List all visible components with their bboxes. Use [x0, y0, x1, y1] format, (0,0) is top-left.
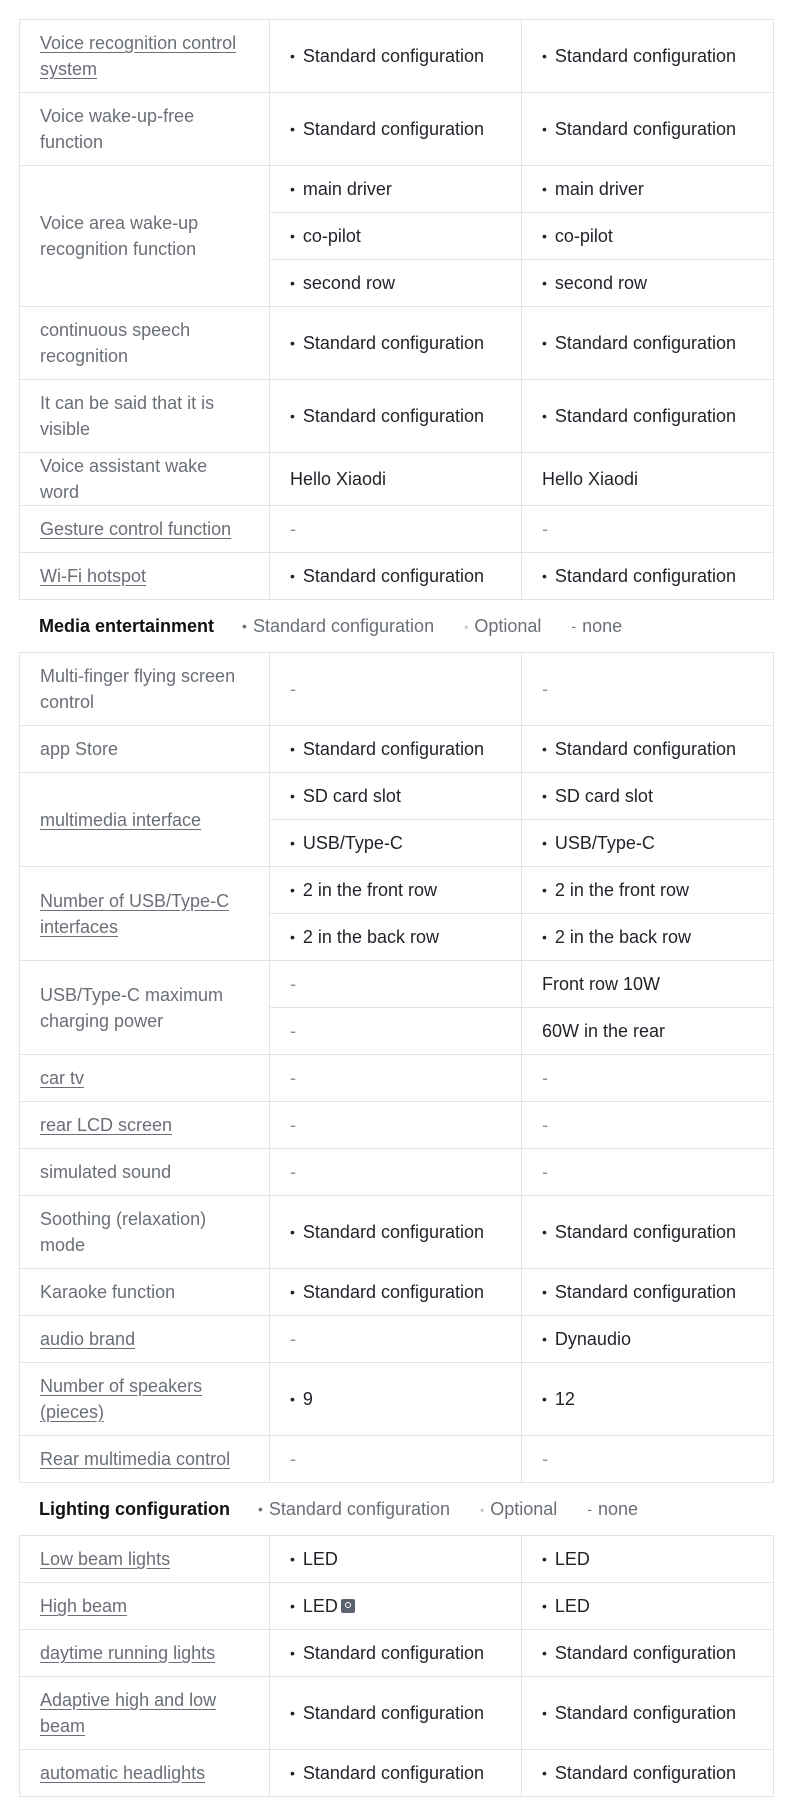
spec-value: Hello Xiaodi [542, 468, 639, 489]
legend-symbol: • [257, 1500, 263, 1517]
value-cell [270, 20, 522, 93]
spec-value: • Standard configuration [542, 1282, 736, 1302]
spec-value: Hello Xiaodi [290, 468, 387, 489]
spec-link[interactable]: Voice recognition control system [40, 33, 237, 79]
spec-value: • Standard configuration [290, 1282, 484, 1302]
row-label-voice-area-wake-up-recognition-function [20, 166, 270, 307]
row-label-adaptive-high-and-low-beam[interactable] [20, 1677, 270, 1750]
value-cell [270, 1102, 522, 1149]
spec-label: Karaoke function [40, 1282, 176, 1302]
spec-value: • LED [290, 1596, 338, 1616]
row-label-number-of-speakers-pieces[interactable] [20, 1363, 270, 1436]
legend-symbol: ◦ [480, 1502, 485, 1517]
spec-value: • 2 in the front row [290, 880, 437, 900]
value-cell [270, 1677, 522, 1750]
spec-link[interactable]: automatic headlights [40, 1763, 206, 1783]
value-cell [522, 1436, 774, 1483]
spec-link[interactable]: Wi-Fi hotspot [40, 566, 147, 586]
value-cell [522, 773, 774, 820]
value-cell [270, 867, 522, 914]
lighting-spec-table [19, 1535, 774, 1797]
spec-value: • SD card slot [542, 786, 653, 806]
spec-value: • Standard configuration [542, 1703, 736, 1723]
none-value: - [290, 678, 296, 699]
value-cell [270, 380, 522, 453]
spec-link[interactable]: High beam [40, 1596, 128, 1616]
spec-value: • Standard configuration [542, 406, 736, 426]
spec-value: • second row [290, 273, 395, 293]
table-row [20, 1436, 774, 1483]
spec-value: • SD card slot [290, 786, 401, 806]
value-cell [522, 1583, 774, 1630]
none-value: - [290, 1448, 296, 1469]
legend-symbol: • [242, 617, 247, 634]
none-value: - [290, 973, 296, 994]
row-label-car-tv[interactable] [20, 1055, 270, 1102]
spec-value: • Standard configuration [290, 46, 484, 66]
legend-text: Optional [474, 615, 542, 636]
media-section-header [19, 600, 773, 652]
spec-value: • 12 [542, 1389, 575, 1409]
row-label-number-of-usb-type-c-interfaces[interactable] [20, 867, 270, 961]
value-cell [270, 213, 522, 260]
value-cell [270, 914, 522, 961]
row-label-low-beam-lights[interactable] [20, 1536, 270, 1583]
value-cell [522, 1677, 774, 1750]
table-row [20, 867, 774, 914]
spec-link[interactable]: Number of USB/Type-C interfaces [40, 890, 230, 937]
table-row [20, 1583, 774, 1630]
value-cell [270, 1436, 522, 1483]
spec-value: • 9 [290, 1389, 313, 1409]
spec-value: • Dynaudio [542, 1329, 631, 1349]
table-row [20, 773, 774, 820]
value-cell [522, 914, 774, 961]
value-cell [270, 1055, 522, 1102]
spec-value: • Standard configuration [542, 119, 736, 139]
spec-label: Voice area wake-up recognition function [40, 213, 199, 259]
spec-value: • co-pilot [542, 226, 613, 246]
row-label-multimedia-interface[interactable] [20, 773, 270, 867]
legend-item [464, 616, 541, 637]
row-label-voice-wake-up-free-function [20, 93, 270, 166]
value-cell [522, 820, 774, 867]
spec-label: It can be said that it is visible [40, 393, 215, 439]
spec-value: • Standard configuration [290, 1222, 484, 1242]
spec-link[interactable]: Low beam lights [40, 1549, 171, 1569]
value-cell [270, 260, 522, 307]
table-row [20, 726, 774, 773]
table-row [20, 1630, 774, 1677]
value-cell [270, 1536, 522, 1583]
value-cell [522, 867, 774, 914]
row-label-gesture-control-function[interactable] [20, 506, 270, 553]
none-value: - [290, 1161, 296, 1182]
none-value: - [542, 678, 548, 699]
none-value: - [290, 1328, 296, 1349]
table-row [20, 380, 774, 453]
value-cell [522, 553, 774, 600]
row-label-voice-recognition-control-system[interactable] [20, 20, 270, 93]
spec-value: • Standard configuration [542, 1643, 736, 1663]
spec-value: • Standard configuration [290, 406, 484, 426]
legend-text: none [597, 1498, 639, 1519]
spec-label: USB/Type-C maximum charging power [40, 984, 224, 1031]
spec-value: • Standard configuration [542, 46, 736, 66]
legend-item [571, 616, 622, 637]
value-cell [522, 260, 774, 307]
legend-symbol: ◦ [464, 619, 469, 634]
table-row [20, 1536, 774, 1583]
row-label-rear-multimedia-control[interactable] [20, 1436, 270, 1483]
value-cell [270, 1750, 522, 1797]
value-cell [522, 1102, 774, 1149]
table-row [20, 1677, 774, 1750]
spec-value: • USB/Type-C [290, 833, 403, 853]
spec-value: • Standard configuration [542, 739, 736, 759]
value-cell [522, 961, 774, 1008]
spec-value: • Standard configuration [290, 1703, 484, 1723]
row-label-continuous-speech-recognition [20, 307, 270, 380]
value-cell [270, 166, 522, 213]
value-cell [270, 653, 522, 726]
value-cell [522, 1008, 774, 1055]
table-row [20, 506, 774, 553]
spec-link[interactable]: car tv [40, 1068, 85, 1088]
value-cell [270, 1583, 522, 1630]
value-cell [270, 773, 522, 820]
none-value: - [542, 1161, 548, 1182]
row-label-karaoke-function [20, 1269, 270, 1316]
value-cell [522, 166, 774, 213]
value-cell [270, 1149, 522, 1196]
table-row [20, 1055, 774, 1102]
none-value: - [542, 1448, 548, 1469]
value-cell [270, 961, 522, 1008]
image-icon[interactable] [341, 1599, 355, 1613]
spec-label: app Store [40, 739, 119, 759]
spec-value: • Standard configuration [290, 1763, 484, 1783]
spec-value: • Standard configuration [290, 739, 484, 759]
spec-value: Front row 10W [542, 973, 661, 994]
table-row [20, 1316, 774, 1363]
table-row [20, 1196, 774, 1269]
row-label-rear-lcd-screen[interactable] [20, 1102, 270, 1149]
value-cell [522, 1536, 774, 1583]
spec-value: • main driver [290, 179, 392, 199]
spec-value: • Standard configuration [542, 333, 736, 353]
table-row [20, 653, 774, 726]
spec-link[interactable]: multimedia interface [40, 809, 202, 830]
row-label-daytime-running-lights[interactable] [20, 1630, 270, 1677]
spec-value: • Standard configuration [542, 1222, 736, 1242]
spec-value: • USB/Type-C [542, 833, 655, 853]
none-value: - [290, 1020, 296, 1041]
spec-value: • Standard configuration [542, 1763, 736, 1783]
spec-link[interactable]: Number of speakers (pieces) [40, 1376, 203, 1422]
value-cell [270, 307, 522, 380]
spec-label: Soothing (relaxation) mode [40, 1209, 207, 1255]
row-label-it-can-be-said-that-it-is-visible [20, 380, 270, 453]
row-label-high-beam[interactable] [20, 1583, 270, 1630]
legend-item [587, 1499, 638, 1520]
spec-value: • Standard configuration [290, 333, 484, 353]
value-cell [522, 1196, 774, 1269]
value-cell [270, 553, 522, 600]
value-cell [270, 93, 522, 166]
value-cell [270, 1316, 522, 1363]
value-cell [270, 1196, 522, 1269]
spec-value: • LED [542, 1549, 590, 1569]
value-cell [522, 1269, 774, 1316]
none-value: - [290, 518, 296, 539]
none-value: - [542, 1114, 548, 1135]
value-cell [270, 726, 522, 773]
spec-label: simulated sound [40, 1162, 172, 1182]
table-row [20, 1149, 774, 1196]
table-row [20, 961, 774, 1008]
spec-value: • Standard configuration [290, 119, 484, 139]
spec-link[interactable]: Rear multimedia control [40, 1449, 231, 1469]
voice-spec-table [19, 19, 774, 600]
legend-symbol: - [587, 1500, 592, 1517]
value-cell [522, 653, 774, 726]
row-label-audio-brand[interactable] [20, 1316, 270, 1363]
value-cell [522, 93, 774, 166]
row-label-app-store [20, 726, 270, 773]
value-cell [522, 20, 774, 93]
table-row [20, 1269, 774, 1316]
spec-value: • main driver [542, 179, 644, 199]
value-cell [522, 1055, 774, 1102]
legend-text: none [582, 615, 623, 636]
spec-value: • second row [542, 273, 647, 293]
spec-value: • co-pilot [290, 226, 361, 246]
media-spec-table [19, 652, 774, 1483]
section-title: Lighting configuration [39, 1498, 230, 1519]
spec-value: • 2 in the back row [290, 927, 439, 947]
spec-label: Multi-finger flying screen control [40, 666, 236, 712]
table-row [20, 553, 774, 600]
row-label-automatic-headlights[interactable] [20, 1750, 270, 1797]
spec-value: • Standard configuration [290, 1643, 484, 1663]
table-row [20, 1750, 774, 1797]
none-value: - [290, 1114, 296, 1135]
row-label-voice-assistant-wake-word [20, 453, 270, 506]
value-cell [522, 213, 774, 260]
spec-value: 60W in the rear [542, 1020, 666, 1041]
legend-symbol: - [571, 617, 577, 634]
spec-value: • Standard configuration [290, 566, 484, 586]
row-label-simulated-sound [20, 1149, 270, 1196]
none-value: - [542, 518, 548, 539]
legend-text: Optional [490, 1498, 558, 1519]
value-cell [522, 307, 774, 380]
lighting-section-header [19, 1483, 773, 1535]
none-value: - [290, 1067, 296, 1088]
table-row [20, 453, 774, 506]
table-row [20, 93, 774, 166]
value-cell [270, 1269, 522, 1316]
value-cell [270, 506, 522, 553]
value-cell [522, 1149, 774, 1196]
table-row [20, 1363, 774, 1436]
value-cell [522, 506, 774, 553]
legend-item [242, 616, 434, 637]
spec-link[interactable]: daytime running lights [40, 1643, 216, 1663]
value-cell [270, 453, 522, 506]
spec-value: • 2 in the back row [542, 927, 691, 947]
legend-text: Standard configuration [268, 1498, 450, 1519]
table-row [20, 1102, 774, 1149]
spec-value: • Standard configuration [542, 566, 736, 586]
table-row [20, 20, 774, 93]
value-cell [270, 1630, 522, 1677]
spec-value: • LED [542, 1596, 590, 1616]
value-cell [522, 453, 774, 506]
none-value: - [542, 1067, 548, 1088]
value-cell [522, 1750, 774, 1797]
legend-text: Standard configuration [252, 615, 435, 636]
spec-value: • LED [290, 1549, 338, 1569]
spec-link[interactable]: Gesture control function [40, 519, 232, 539]
row-label-usb-type-c-maximum-charging-power [20, 961, 270, 1055]
table-row [20, 307, 774, 380]
spec-label: continuous speech recognition [40, 320, 191, 366]
spec-link[interactable]: Adaptive high and low beam [40, 1690, 217, 1736]
spec-value: • 2 in the front row [542, 880, 689, 900]
legend-item [258, 1499, 450, 1520]
spec-label: Voice wake-up-free function [40, 106, 195, 152]
section-title: Media entertainment [39, 615, 215, 636]
value-cell [522, 1363, 774, 1436]
value-cell [270, 820, 522, 867]
spec-label: Voice assistant wake word [40, 456, 208, 502]
row-label-multi-finger-flying-screen-control [20, 653, 270, 726]
value-cell [522, 380, 774, 453]
spec-link[interactable]: rear LCD screen [40, 1115, 173, 1135]
value-cell [270, 1008, 522, 1055]
row-label-soothing-relaxation-mode [20, 1196, 270, 1269]
row-label-wi-fi-hotspot[interactable] [20, 553, 270, 600]
spec-link[interactable]: audio brand [40, 1329, 136, 1349]
legend-item [480, 1499, 557, 1520]
value-cell [522, 1630, 774, 1677]
value-cell [270, 1363, 522, 1436]
value-cell [522, 726, 774, 773]
value-cell [522, 1316, 774, 1363]
table-row [20, 166, 774, 213]
